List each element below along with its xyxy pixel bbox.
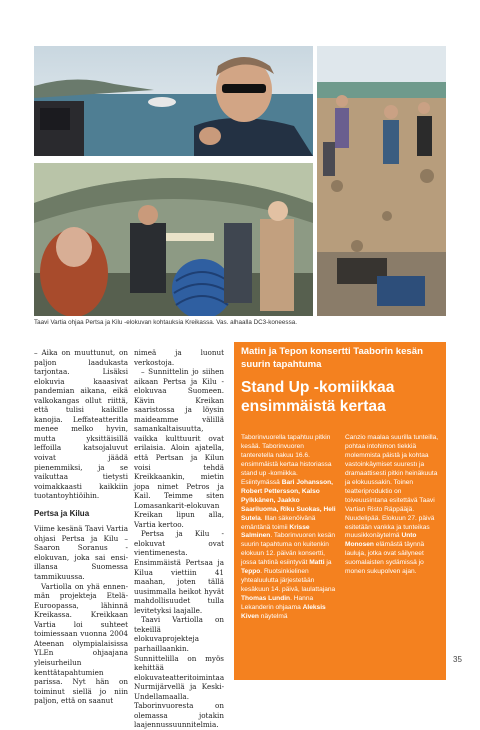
box-text-run: . Illan säkenöivänä emäntänä toimii: [241, 514, 316, 531]
box-headline: Stand Up -komiikkaa ensimmäistä kertaa: [241, 379, 395, 415]
article-column-2: [134, 348, 224, 730]
photo-caption: Taavi Vartia ohjaa Pertsa ja Kilu -elokuvan kohtauksia Kreikassa. Vas. alhaalla DC3-koneessa.: [34, 319, 297, 326]
box-name-highlight: Aleksis Kiven: [241, 604, 326, 621]
box-text-right: [345, 434, 442, 577]
box-text-run: . Hanna Lekanderin ohjaama: [241, 595, 314, 612]
box-text-run: näytelmä: [258, 613, 288, 621]
box-text-run: Toinen teatteriproduktio on toiveuusintana esitettävä Taavi Vartian Risto Räppääjä. Nuudelipää. Elokuun 27. päivä esitetään vankka ja tunteikas muusikkonäytelmä: [345, 478, 435, 540]
box-name-highlight: Bari Johansson, Robert Pettersson, Kalso Pylkkänen, Jaakko Saariluoma, Riku Suokas, Heli Sutela: [241, 478, 336, 522]
page-number: 35: [453, 655, 462, 664]
paragraph: – Sunnittelin jo siihen aikaan Pertsa ja Kilu -elokuvaa Suomeen. Kävin Kreikan saaristossa ja löysin maideamme välillä samankaltaisuutta, vaikka kulttuurit ovat erilaisia. Aloin ajatella, että Pertsan ja Kilun voisi tehdä Kreikkaankin, mietin jopa nimet Petros ja Kail. Teimme siten Lomasankarit-elokuvan Kreikan lipun alla, Vartia kertoo.: [134, 367, 224, 529]
box-column-left: [241, 434, 338, 622]
box-name-highlight: Teppo: [241, 568, 261, 576]
box-text-left: [241, 434, 338, 622]
box-text-run: ja: [324, 559, 332, 567]
box-text-run: . Taborinvuoren kesän suurin tapahtuma on kuitenkin elokuun 12. päivän konsertti, jossa tahtinä esiintyvät: [241, 532, 336, 567]
box-text-run: Canzio maalaa suurilla tunteilla, pohtaa intohimon tiekkiä molemmista päistä ja kohtaa vastoinkäymiset suurestı ja dramaattisesti pitkin heinäkuuta ja elokuussakin.: [345, 434, 439, 486]
article-column-1: [34, 348, 128, 706]
photo-crew-on-rocky-beach: [317, 46, 446, 316]
sidebar-box: [234, 342, 446, 680]
section-heading: Pertsa ja Kilua: [34, 508, 90, 518]
box-name-highlight: Thomas Lundin: [241, 595, 291, 603]
box-text-run: Taborinvuorella tapahtuu pitkin kesää. Taborinvuoren tanteretella nakuu 16.6. ensimmäistä kertaa historiassa stand up -komiikka. Esiintymässä: [241, 434, 332, 486]
box-kicker: Matin ja Tepon konsertti Taaborin kesän suurin tapahtuma: [241, 346, 423, 370]
paragraph: – Aika on muuttunut, on paljon laadukasta tarjontaa. Lisäksi elokuvia kaaasivat pandemian aikana, eikä valkokangas ollut riittä, että tulisi kaikille kanojia. Leffateatteritla menee melko hyvin, mutta yksittäisillä leffoilla katsojaluvut voivat jäädä pienemmiksi, ja se vaikuttaa tietysti voimakkaasti kaikkiin tuotantoyhtiöihin.: [34, 348, 128, 501]
paragraph: nimeä ja luonut verkostoja.: [134, 348, 224, 367]
box-text-run: elämästä täynnä lauluja, jotka ovat säilyneet suomalaisten sydämissä jo monen sukupolven ajan.: [345, 541, 425, 576]
paragraph: Viime kesänä Taavi Vartia ohjasi Pertsa ja Kilu – Saaron Soranus -elokuvan, joka sai ensi-illansa Suomessa tammikuussa.: [34, 524, 128, 582]
photo-director-by-sea: [34, 46, 313, 156]
box-name-highlight: Matti: [309, 559, 325, 567]
paragraph: Taavi Vartiolla on tekeillä elokuvaprojekteja parhaillaankin. Sunnittelilla on myös kehittää elokuvateatteritoimintaa Nurmijärvellä ja Keski-Undellamaalla. Taborinvuoresta on olemassa jotakin laajennussuunnitelmia.: [134, 615, 225, 730]
box-name-highlight: Krisse Salminen: [241, 523, 310, 540]
photo-inside-dc3-aircraft: [34, 163, 313, 316]
box-text-run: . Ruotsinkielinen yhtealuulutta järjestetään kesäkuun 14. päivä, laulattajana: [241, 568, 336, 594]
paragraph: Vartiolla on yhä ennenmän projekteja Etelä-Euroopassa, lähinnä Kreikassa. Kreikkaan Vartia loi suhteet toimiessaan vuonna 2004 Ateenan olympialaisissa YLEn ohjaajana yleisurheilun kenttätapahtumien parissa. Nyt hän on toiminut siellä jo niin paljon, että on saanut: [34, 581, 128, 706]
box-column-right: [345, 434, 442, 577]
box-name-highlight: Unto Monosen: [345, 532, 417, 549]
paragraph: Pertsa ja Kilu -elokuvat ovat vientimenesta. Ensimmäistä Pertsaa ja Kilua viettiin 41 maahan, joten tällä uusimmalla heikot hyvät mahdollisuudet tulla levitetyksi laajalle.: [134, 529, 224, 615]
